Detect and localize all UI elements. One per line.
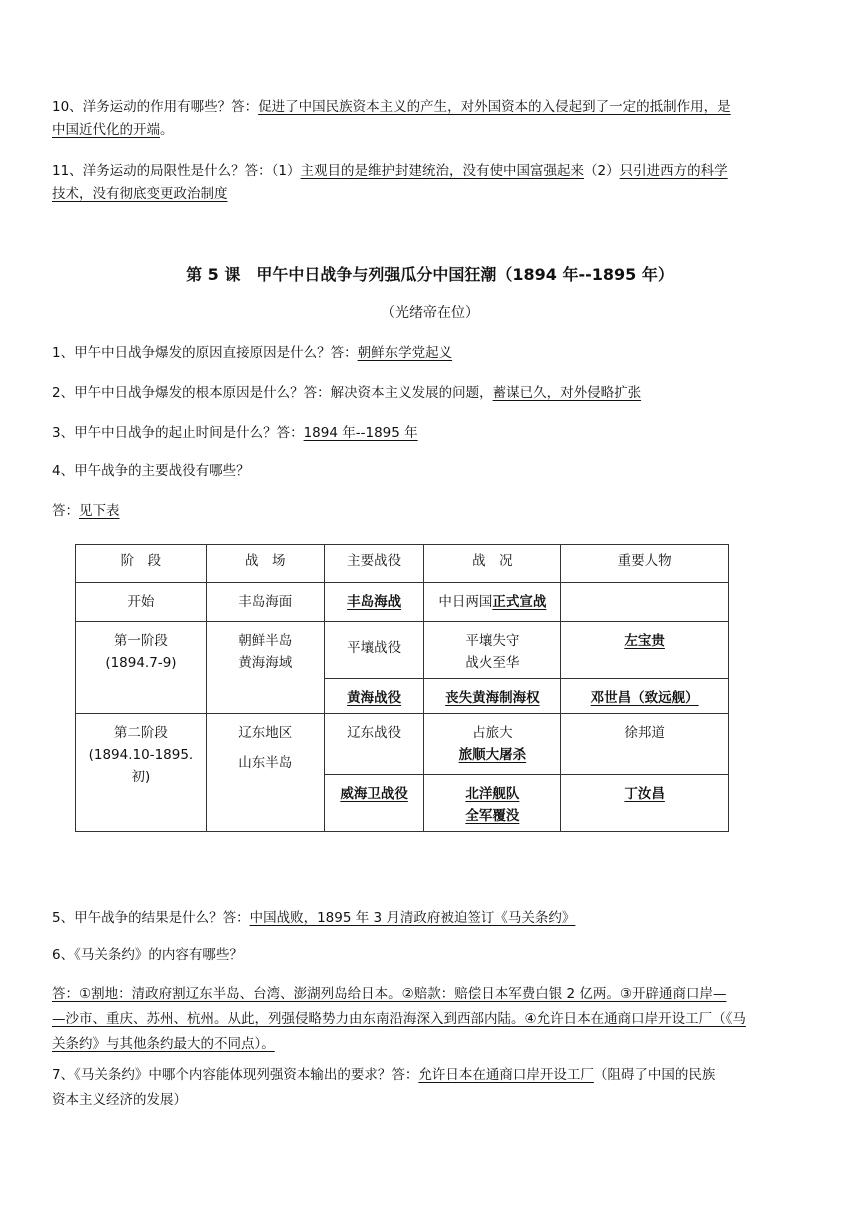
cell-person: 徐邦道 [561,714,729,775]
cell-person: 丁汝昌 [561,775,729,832]
q2-answer: 蓄谋已久，对外侵略扩张 [492,385,642,401]
status-line2: 全军覆没 [465,808,520,824]
question-6: 6、《马关条约》的内容有哪些？ [52,947,243,963]
status-line1: 北洋舰队 [465,786,520,802]
cell-battlefield [206,622,324,714]
cell-battle: 平壤战役 [324,622,424,679]
header-status: 战 况 [424,545,561,583]
cell-person [561,583,729,622]
q4-answer-prefix: 答： [52,503,79,519]
field-line2: 黄海海域 [238,655,293,671]
cell-status [424,622,561,679]
q4-answer: 见下表 [79,503,120,519]
q11-part2a: 只引进西方的科学 [619,163,728,179]
header-stage: 阶 段 [76,545,207,583]
header-battlefield: 战 场 [206,545,324,583]
cell-stage: 开始 [76,583,207,622]
q6-answer-line2: —沙市、重庆、苏州、杭州。从此，列强侵略势力由东南沿海深入到西部内陆。④允许日本在通商口岸开设工厂（《马 [52,1011,746,1027]
q7-answer: 允许日本在通商口岸开设工厂 [418,1067,594,1083]
stage-line1: 第一阶段 [113,633,168,649]
q7-suffix-line1: （阻碍了中国的民族 [593,1067,716,1083]
q2-prefix: 2、甲午中日战争爆发的根本原因是什么？答：解决资本主义发展的问题， [52,385,493,401]
question-4: 4、甲午战争的主要战役有哪些？ [52,463,250,479]
q10-prefix: 10、洋务运动的作用有哪些？答： [52,99,259,115]
q11-part1: 主观目的是维护封建统治，没有使中国富强起来 [300,163,585,179]
battles-table [75,544,729,832]
header-person: 重要人物 [561,545,729,583]
question-10 [52,96,812,142]
q5-prefix: 5、甲午战争的结果是什么？答： [52,910,250,926]
cell-stage [76,714,207,832]
cell-battlefield: 丰岛海面 [206,583,324,622]
question-6-answer [52,982,812,1057]
cell-status [424,714,561,775]
q1-prefix: 1、甲午中日战争爆发的原因直接原因是什么？答： [52,345,358,361]
q3-answer: 1894 年--1895 年 [303,425,418,441]
table-row [76,622,729,679]
cell-stage [76,622,207,714]
table-header-row [76,545,729,583]
lesson-title: 第 5 课 甲午中日战争与列强瓜分中国狂潮（1894 年--1895 年） [186,265,674,284]
q3-prefix: 3、甲午中日战争的起止时间是什么？答： [52,425,304,441]
question-1 [52,342,812,365]
cell-status [424,583,561,622]
q11-mid: （2） [584,163,620,179]
question-3 [52,422,812,445]
q10-answer-line2: 中国近代化的开端 [52,122,160,138]
stage-line2: (1894.10-1895. [88,747,194,763]
cell-battle: 威海卫战役 [324,775,424,832]
q1-answer: 朝鲜东学党起义 [357,345,453,361]
q10-end: 。 [160,122,174,138]
field-line2: 山东半岛 [238,755,293,771]
stage-line1: 第二阶段 [113,725,168,741]
q10-answer-line1: 促进了中国民族资本主义的产生，对外国资本的入侵起到了一定的抵制作用，是 [258,99,731,115]
cell-person: 邓世昌（致远舰） [561,679,729,714]
status-main: 正式宣战 [492,594,547,610]
question-11 [52,160,812,206]
cell-battlefield [206,714,324,832]
cell-battle: 丰岛海战 [324,583,424,622]
status-line1: 平壤失守 [465,633,520,649]
lesson-subtitle: （光绪帝在位） [381,305,479,321]
status-line1: 占旅大 [472,725,513,741]
table-row [76,714,729,775]
q5-answer: 中国战败，1895 年 3 月清政府被迫签订《马关条约》 [249,910,576,926]
cell-battle: 黄海战役 [324,679,424,714]
q7-suffix-line2: 资本主义经济的发展） [52,1092,187,1108]
field-line1: 辽东地区 [238,725,293,741]
q7-prefix: 7、《马关条约》中哪个内容能体现列强资本输出的要求？答： [52,1067,419,1083]
question-4-answer [52,500,812,523]
cell-status: 丧失黄海制海权 [424,679,561,714]
stage-line2: (1894.7-9) [105,655,177,671]
cell-battle: 辽东战役 [324,714,424,775]
status-line2: 旅顺大屠杀 [458,747,527,763]
q6-answer-line1: 答：①割地：清政府割辽东半岛、台湾、澎湖列岛给日本。②赔款：赔偿日本军费白银 2 亿两。③开辟通商口岸— [52,986,727,1002]
q11-prefix: 11、洋务运动的局限性是什么？答：（1） [52,163,301,179]
header-battle: 主要战役 [324,545,424,583]
stage-line3: 初) [131,769,151,785]
cell-person: 左宝贵 [561,622,729,679]
status-line2: 战火至华 [465,655,520,671]
q11-part2b: 技术，没有彻底变更政治制度 [52,186,228,202]
question-5 [52,907,812,930]
table-row [76,583,729,622]
question-7 [52,1063,812,1113]
cell-status [424,775,561,832]
question-2 [52,382,812,405]
status-prefix: 中日两国 [438,594,493,610]
q6-answer-line3: 关条约》与其他条约最大的不同点）。 [52,1036,275,1052]
field-line1: 朝鲜半岛 [238,633,293,649]
